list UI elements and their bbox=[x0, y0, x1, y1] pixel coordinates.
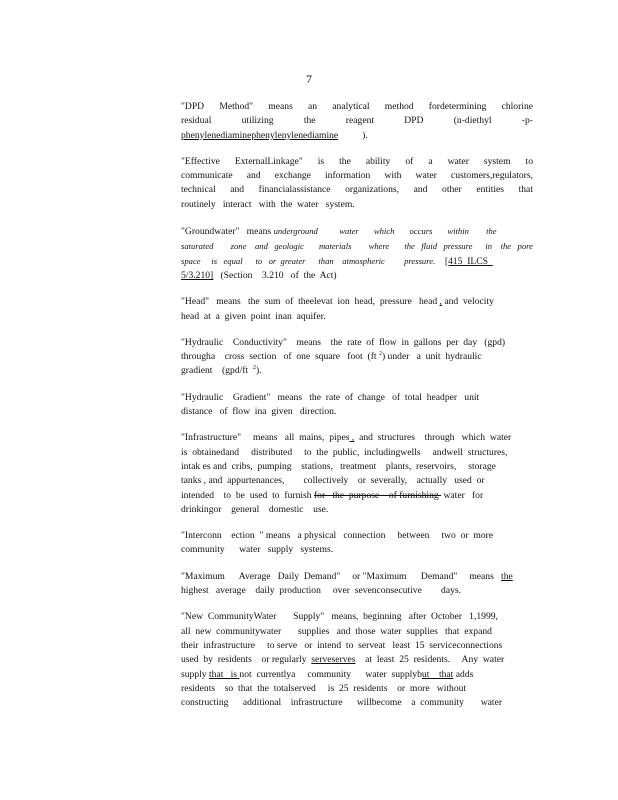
text-line bbox=[181, 489, 533, 503]
text-line: head at a given point inan aquifer. bbox=[181, 310, 326, 322]
text-line: their infrastructure to serve or intend to serveat least 15 serviceconnections bbox=[181, 639, 503, 651]
underlined-text: , bbox=[439, 296, 442, 308]
text-line bbox=[181, 431, 533, 445]
underlined-text: the bbox=[501, 570, 513, 582]
text-line: distance of flow ina given direction. bbox=[181, 406, 337, 418]
definition-new-community-water-supply bbox=[181, 610, 533, 710]
text-line: highest average daily production over sevenconsecutive days. bbox=[181, 585, 462, 597]
text-line: residual utilizing the reagent DPD (n-diethyl -p- bbox=[181, 115, 533, 127]
text-line bbox=[181, 254, 533, 269]
italic-text: underground water which occurs within the bbox=[273, 226, 497, 237]
text-fragment: and structures through which water bbox=[354, 432, 512, 444]
text-line: routinely interact with the water system. bbox=[181, 198, 355, 210]
underlined-text: , bbox=[349, 432, 355, 444]
definition-groundwater bbox=[181, 224, 533, 283]
text-line bbox=[181, 653, 533, 667]
text-line: "New CommunityWater Supply" means, beginning after October 1,1999, bbox=[181, 611, 498, 623]
text-line: intak es and cribs, pumping stations, treatment plants, reservoirs, storage bbox=[181, 460, 496, 472]
text-fragment: and velocity bbox=[441, 296, 494, 308]
text-line bbox=[181, 668, 533, 682]
definition-head bbox=[181, 295, 533, 324]
text-line: technical and financialassistance organizations, and other entities that bbox=[181, 184, 533, 196]
text-line: "Interconn ection " means a physical connection between two or more bbox=[181, 530, 494, 542]
struck-text: for the purpose of furnishing bbox=[313, 489, 442, 501]
text-fragment: ) under a unit hydraulic bbox=[381, 351, 482, 363]
text-line: "Effective ExternalLinkage" is the ability of a water system to bbox=[181, 155, 533, 167]
italic-text: space is equal to or greater than atmospheric pressure. bbox=[181, 255, 436, 266]
text-fragment: "Groundwater" means bbox=[181, 226, 274, 238]
text-line: all new communitywater supplies and those water supplies that expand bbox=[181, 625, 492, 637]
definition-infrastructure bbox=[181, 431, 533, 517]
text-line: "DPD Method" means an analytical method fordetermining chlorine bbox=[181, 101, 533, 112]
text-line bbox=[181, 224, 533, 239]
text-line bbox=[181, 269, 533, 283]
text-fragment: througha cross section of one square foot (ft bbox=[181, 351, 379, 363]
definition-hydraulic-gradient bbox=[181, 391, 533, 420]
superscript: 2 bbox=[252, 365, 256, 372]
text-line: constructing additional infrastructure willbecome a community water bbox=[181, 697, 503, 709]
definition-interconnection bbox=[181, 529, 533, 558]
superscript: 2 bbox=[378, 350, 382, 357]
underlined-text: phenylenediaminephenylenylenediamine bbox=[181, 129, 339, 141]
text-fragment: (Section 3.210 of the Act) bbox=[213, 269, 337, 281]
definition-hydraulic-conductivity bbox=[181, 336, 533, 379]
underlined-text: ut that bbox=[421, 668, 454, 680]
text-line: is obtainedand distributed to the public, includingwells andwell structures, bbox=[181, 446, 508, 458]
text-line bbox=[181, 295, 533, 309]
text-fragment: intended to be used to furnish bbox=[181, 489, 314, 501]
text-fragment: ). bbox=[255, 365, 262, 377]
text-line: drinkingor general domestic use. bbox=[181, 503, 329, 515]
document-body bbox=[181, 100, 533, 722]
text-fragment: water for bbox=[441, 489, 484, 501]
text-line bbox=[181, 350, 533, 364]
text-fragment: "Maximum Average Daily Demand" or "Maximum Demand" means bbox=[181, 570, 502, 582]
text-fragment: not currentlya community water supplyb bbox=[239, 668, 422, 680]
text-line: communicate and exchange information with water customers,regulators, bbox=[181, 170, 533, 182]
text-line: "Hydraulic Conductivity" means the rate of flow in gallons per day (gpd) bbox=[181, 336, 506, 348]
text-line: tanks , and appurtenances, collectively or severally, actually used or bbox=[181, 475, 485, 487]
text-fragment: supply bbox=[181, 668, 209, 680]
text-fragment: ). bbox=[338, 129, 368, 141]
text-line bbox=[181, 129, 533, 143]
text-fragment: "Head" means the sum of theelevat ion head, pressure head bbox=[181, 296, 440, 308]
text-line: community water supply systems. bbox=[181, 544, 334, 556]
underlined-text: that is bbox=[209, 668, 240, 680]
text-fragment: "Infrastructure" means all mains, pipes bbox=[181, 432, 350, 444]
text-fragment: gradient (gpd/ft bbox=[181, 365, 253, 377]
text-fragment: adds bbox=[453, 668, 474, 680]
text-line: "Hydraulic Gradient" means the rate of change of total headper unit bbox=[181, 391, 480, 403]
citation-link: [415 ILCS bbox=[444, 255, 493, 267]
text-fragment: at least 25 residents. Any water bbox=[355, 654, 505, 666]
text-fragment: used by residents or regularly bbox=[181, 654, 312, 666]
definition-effective-external-linkage bbox=[181, 155, 533, 212]
underlined-text: serveserves bbox=[311, 654, 356, 666]
italic-text-line: saturated zone and geologic materials where the fluid pressure in the pore bbox=[181, 241, 533, 252]
citation-link: 5/3.210] bbox=[181, 269, 214, 281]
text-line: residents so that the totalserved is 25 residents or more without bbox=[181, 682, 467, 694]
text-line bbox=[181, 364, 533, 378]
text-line bbox=[181, 570, 533, 584]
page-number: 7 bbox=[306, 72, 312, 86]
definition-maximum-demand bbox=[181, 570, 533, 599]
definition-dpd-method bbox=[181, 100, 533, 143]
